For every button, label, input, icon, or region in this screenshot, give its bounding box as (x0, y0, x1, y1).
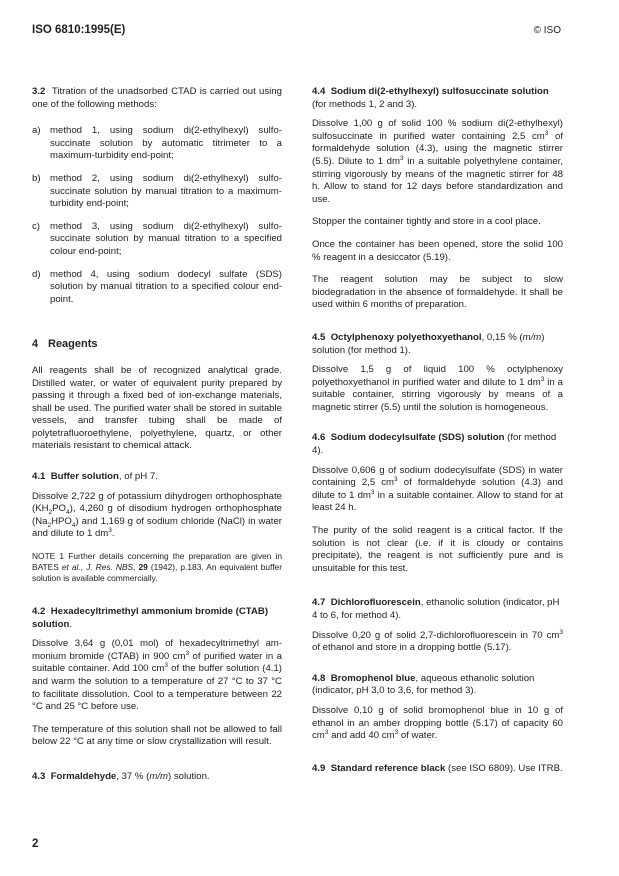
clause-4-7-heading: 4.7 Dichlorofluorescein, ethanolic solution (indicator, pH 4 to 6, for method 4). (312, 597, 560, 621)
list-label: b) (32, 172, 41, 184)
page-number: 2 (32, 838, 39, 850)
clause-4-5-heading: 4.5 Octylphenoxy polyethoxyethanol, 0,15 % (m/m) solution (for method 1). (312, 331, 545, 356)
list-label: a) (32, 125, 41, 137)
clause-4-6-para2: The purity of the solid reagent is a critical factor. If the solution is not clear (i.e. if it is cloudy or contains precipitate), the reagent is not sufficiently pure and is unsuitable for this test. (312, 525, 563, 574)
clause-4-2-para2: The temperature of this solution shall not be allowed to fall below 22 °C at any time or slow crystallization will result. (32, 723, 282, 748)
list-text: method 2, using sodium di(2-ethylhexyl) sulfosuccinate solution by manual titration to a maximum-turbidity end-point; (50, 172, 282, 210)
clause-4-1-text: Dissolve 2,722 g of potassium dihydrogen orthophosphate $(KH_2PO_4)$, 4,260 g of disodium hydrogen orthophosphate $(Na_2HPO_4)$ and 1,169 g of sodium chloride (NaCl) in water and dilute to 1 $dm^3$. (32, 490, 282, 540)
section-heading-reagents (32, 338, 282, 351)
clause-4-1-heading: 4.1 Buffer solution, of pH 7. (32, 471, 158, 483)
clause-4-5-text: Dissolve 1,5 g of liquid 100 % octylphenoxy polyethoxyethanol in purified water and dilute to 1 $dm^3$ in a suitable container, stirring vigorously by means of a magnetic stirrer (5.5) until the solution is homogeneous. (312, 364, 563, 413)
standard-number: ISO 6810:1995(E) (32, 24, 126, 36)
section-title: Reagents (48, 338, 98, 351)
list-item (32, 173, 282, 211)
clause-number: 3.2 (32, 86, 46, 97)
note-1: NOTE 1 Further details concerning the preparation are given in BATES et al., J. Res. NBS, 29 (1942), p.183. An equivalent buffer solution is available commercially. (32, 551, 282, 584)
left-column (32, 86, 282, 791)
list-label: c) (32, 220, 40, 232)
clause-3-2 (32, 86, 282, 111)
clause-4-3-heading: 4.3 Formaldehyde, 37 % (m/m) solution. (32, 770, 210, 782)
clause-4-4-para3: Once the container has been opened, store the solid 100 % reagent in a desiccator (5.19). (312, 238, 563, 263)
clause-4-7-text: Dissolve 0,20 g of solid 2,7-dichlorofluorescein in 70 $cm^3$ of ethanol and store in a dropping bottle (5.17). (312, 628, 563, 654)
clause-4-8-text: Dissolve 0,10 g of solid bromophenol blue in 10 g of ethanol in an amber dropping bottle (5.17) of capacity 60 $cm^3$ and add 40 $cm^3$ of water. (312, 704, 563, 742)
list-text: method 4, using sodium dodecyl sulfate (SDS) solution by manual titration to a specified colour end-point. (50, 268, 282, 305)
clause-4-2-text: Dissolve 3,64 g (0,01 mol) of hexadecyltrimethyl ammonium bromide (CTAB) in 900 $cm^3$ of purified water in a suitable container. Add 100 $cm^3$ of the buffer solution (4.1) and warm the solution to a temperature of 27 °C to 37 °C to facilitate dissolution. Cool to a temperature between 22 °C and 25 °C before use. (32, 638, 283, 713)
list-text: method 3, using sodium di(2-ethylhexyl) sulfosuccinate solution by manual titration to a specified colour end-point; (50, 220, 282, 257)
clause-4-8-heading: 4.8 Bromophenol blue, aqueous ethanolic solution (indicator, pH 3,0 to 3,6, for method 3). (312, 672, 535, 697)
list-item (32, 125, 282, 163)
clause-4-4-text: Dissolve 1,00 g of solid 100 % sodium di(2-ethylhexyl) sulfosuccinate in purified water containing 2,5 $cm^3$ of formaldehyde solution (4.3), using the magnetic stirrer (5.5). Dilute to 1 $dm^3$ in a suitable polyethylene container, stirring vigorously by means of the magnetic stirrer for 48 h. Allow to stand for 12 days before standardization and use. (312, 118, 564, 205)
reagents-intro: All reagents shall be of recognized analytical grade. Distilled water, or water of equivalent purity prepared by passing it through a fixed bed of ion-exchange materials, shall be used. The purified water shall be stored in suitable vessels, and transfer tubing shall be made of polytetrafluoroethylene, polyethylene, quartz, or other materials resistant to chemical attack. (32, 364, 282, 452)
list-label: d) (32, 268, 41, 280)
clause-4-4-para2: Stopper the container tightly and store in a cool place. (312, 216, 541, 228)
copyright-mark: © ISO (533, 25, 561, 36)
clause-4-2-heading: 4.2 Hexadecyltrimethyl ammonium bromide (CTAB) solution. (32, 606, 269, 630)
list-item (32, 269, 282, 307)
clause-4-9-heading: 4.9 Standard reference black (see ISO 6809). Use ITRB. (312, 762, 563, 774)
list-item (32, 221, 282, 259)
section-number: 4 (32, 338, 39, 351)
clause-4-4-para4: The reagent solution may be subject to slow biodegradation in the absence of formaldehyde. It shall be used within 6 months of preparation. (312, 274, 563, 311)
list-text: method 1, using sodium di(2-ethylhexyl) sulfosuccinate solution by automatic titrimeter to a maximum-turbidity end-point; (50, 125, 282, 162)
right-column (312, 86, 563, 782)
clause-4-6-text: Dissolve 0,606 g of sodium dodecylsulfate (SDS) in water containing 2,5 $cm^3$ of formaldehyde solution (4.3) and dilute to 1 $dm^3$ in a suitable container. Allow to stand for at least 24 h. (312, 464, 563, 514)
clause-text: Titration of the unadsorbed CTAD is carried out using one of the following methods: (32, 86, 282, 110)
clause-4-6-heading: 4.6 Sodium dodecylsulfate (SDS) solution (for method 4). (312, 432, 557, 457)
clause-4-4-heading: 4.4 Sodium di(2-ethylhexyl) sulfosuccinate solution (for methods 1, 2 and 3). (312, 86, 549, 110)
